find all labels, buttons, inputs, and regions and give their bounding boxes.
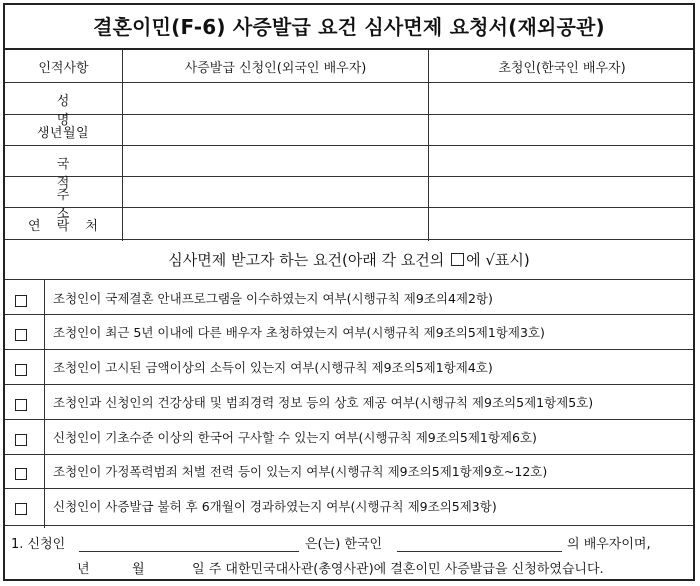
row-label-nationality: 국 적: [56, 157, 96, 191]
requirement-text: 조청인과 신청인의 건강상태 및 범죄경력 정보 등의 상호 제공 여부(시행규칙 제9조의5제1항제5호): [53, 395, 594, 410]
requirement-divider: [5, 314, 693, 315]
requirement-text: 조청인이 가정폭력범죄 처벌 전력 등이 있는지 여부(시행규칙 제9조의5제1항제9호~12호): [53, 464, 548, 479]
section-heading: [5, 241, 693, 279]
row-divider: [5, 82, 693, 83]
applicant-name-blank[interactable]: [79, 551, 299, 552]
requirement-divider: [5, 525, 693, 526]
requirement-text: 신청인이 기초수준 이상의 한국어 구사할 수 있는지 여부(시행규칙 제9조의5제1항제6호): [53, 430, 537, 445]
requirement-text: 조청인이 고시된 금액이상의 소득이 있는지 여부(시행규칙 제9조의5제1항제4호): [53, 360, 493, 375]
row-label-name: 성 명: [56, 94, 96, 128]
header-applicant: 사증발급 신청인(외국인 배우자): [184, 61, 367, 76]
requirement-text: 신청인이 사증발급 불허 후 6개월이 경과하였는지 여부(시행규칙 제9조의5제3항): [53, 499, 497, 514]
row-divider: [5, 239, 693, 240]
checkbox-col-divider: [44, 279, 45, 528]
requirement-checkbox[interactable]: [15, 329, 27, 341]
requirement-checkbox[interactable]: [15, 364, 27, 376]
row-label-address: 주 소: [56, 188, 96, 222]
row-label-birthdate: 생년월일: [36, 126, 90, 141]
footer-korean-label: 은(는) 한국인: [305, 537, 383, 552]
requirement-checkbox[interactable]: [15, 503, 27, 515]
section-divider: [5, 279, 693, 280]
requirement-divider: [5, 384, 693, 385]
requirement-checkbox[interactable]: [15, 399, 27, 411]
requirement-divider: [5, 419, 693, 420]
footer-applicant-label: 1. 신청인: [11, 537, 66, 552]
footer-year: 년: [77, 562, 90, 577]
row-label-contact: 연 락 처: [28, 219, 104, 234]
requirement-divider: [5, 349, 693, 350]
requirement-checkbox[interactable]: [15, 434, 27, 446]
requirement-checkbox[interactable]: [15, 295, 27, 307]
footer-month: 월: [132, 562, 145, 577]
section-heading-before: 심사면제 받고자 하는 요건(아래 각 요건의: [168, 251, 450, 269]
checkbox-symbol: [451, 253, 464, 266]
request-form: [3, 3, 695, 581]
requirement-checkbox[interactable]: [15, 468, 27, 480]
form-title: 결혼이민(F-6) 사증발급 요건 심사면제 요청서(재외공관): [93, 15, 605, 39]
requirement-text: 조청인이 국제결혼 안내프로그램을 이수하였는지 여부(시행규칙 제9조의4제2항): [53, 291, 493, 306]
footer-spouse-text: 의 배우자이며,: [567, 537, 651, 552]
section-heading-after: 에 √표시): [466, 251, 530, 269]
header-inviter: 초청인(한국인 배우자): [498, 61, 626, 76]
requirement-divider: [5, 454, 693, 455]
requirement-text: 조청인이 최근 5년 이내에 다른 배우자 초청하였는지 여부(시행규칙 제9조의5제1항제3호): [53, 325, 545, 340]
header-personal-info: 인적사항: [38, 61, 89, 76]
title-divider: [5, 48, 693, 50]
footer-statement: 일 주 대한민국대사관(총영사관)에 결혼이민 사증발급을 신청하였습니다.: [192, 562, 604, 577]
row-divider: [5, 145, 693, 146]
inviter-name-blank[interactable]: [397, 551, 562, 552]
requirement-divider: [5, 488, 693, 489]
